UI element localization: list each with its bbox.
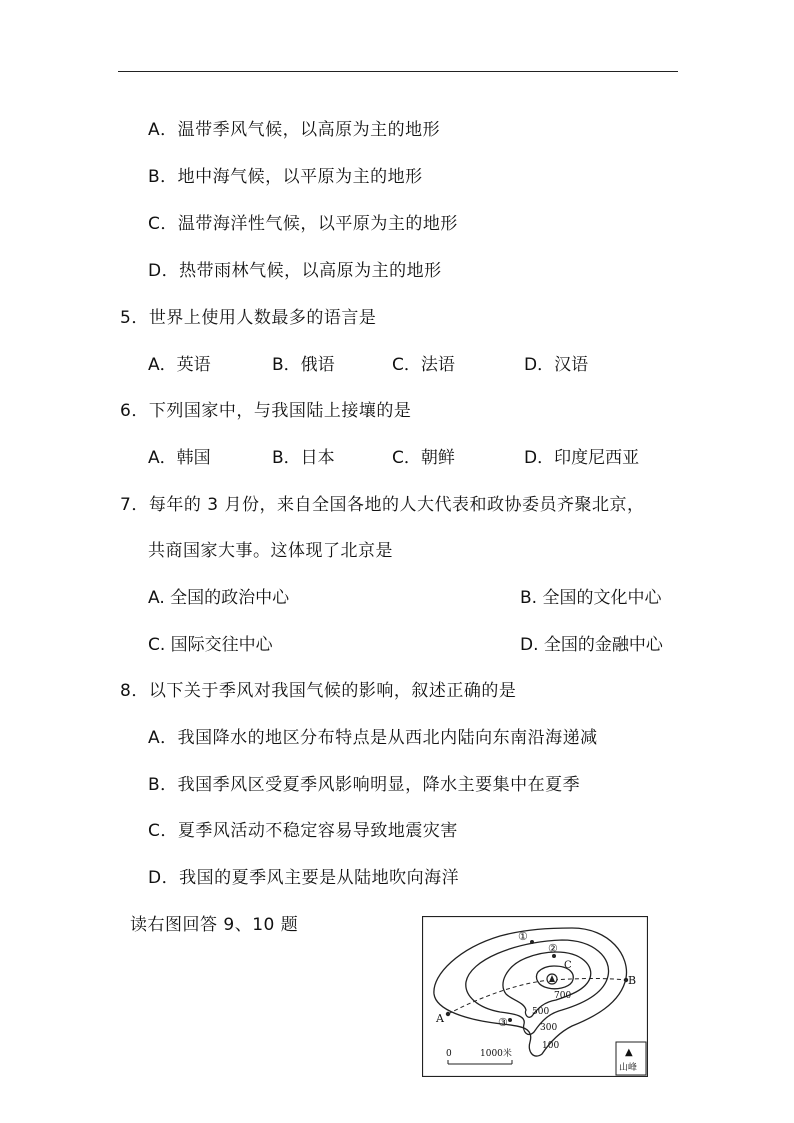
- q8-option-d: D．我国的夏季风主要是从陆地吹向海洋: [148, 868, 460, 888]
- contour-map: [422, 916, 648, 1077]
- contour-label-700: 700: [554, 991, 572, 1001]
- point-b-label: B: [628, 974, 637, 987]
- contour-label-500: 500: [532, 1007, 550, 1017]
- q4-option-b: B．地中海气候，以平原为主的地形: [148, 167, 423, 187]
- contour-label-100: 100: [542, 1041, 560, 1051]
- legend-label: 山峰: [619, 1063, 638, 1073]
- point-a-label: A: [436, 1012, 444, 1025]
- q5-option-b: B．俄语: [272, 355, 335, 375]
- q6-option-b: B．日本: [272, 448, 335, 468]
- q8-option-b: B．我国季风区受夏季风影响明显，降水主要集中在夏季: [148, 775, 581, 795]
- q5-option-c: C．法语: [392, 355, 455, 375]
- q4-option-c: C．温带海洋性气候，以平原为主的地形: [148, 214, 458, 234]
- q5-option-a: A．英语: [148, 355, 211, 375]
- q9-10-intro: 读右图回答 9、10 题: [130, 915, 299, 935]
- q8-option-c: C．夏季风活动不稳定容易导致地震灾害: [148, 821, 458, 841]
- q5-option-d: D．汉语: [524, 355, 589, 375]
- q6-option-c: C．朝鲜: [392, 448, 455, 468]
- point-c-label: C: [564, 960, 572, 971]
- q7-option-d: D. 全国的金融中心: [520, 635, 663, 655]
- header-rule: [118, 71, 678, 72]
- q8-option-a: A．我国降水的地区分布特点是从西北内陆向东南沿海递减: [148, 728, 598, 748]
- scale-label: 1000米: [480, 1049, 512, 1059]
- point-1-label: ①: [518, 930, 528, 943]
- legend-symbol: ▲: [625, 1047, 633, 1058]
- point-3-dot: [508, 1018, 512, 1022]
- q8-stem: 8．以下关于季风对我国气候的影响，叙述正确的是: [120, 681, 517, 701]
- point-a-dot: [446, 1012, 450, 1016]
- q7-option-b: B. 全国的文化中心: [520, 588, 662, 608]
- q6-stem: 6．下列国家中，与我国陆上接壤的是: [120, 401, 412, 421]
- q6-option-a: A．韩国: [148, 448, 211, 468]
- scale-zero: 0: [446, 1049, 452, 1059]
- q4-option-d: D．热带雨林气候，以高原为主的地形: [148, 261, 442, 281]
- q6-option-d: D．印度尼西亚: [524, 448, 640, 468]
- q7-stem-line1: 7．每年的 3 月份，来自全国各地的人大代表和政协委员齐聚北京，: [120, 495, 645, 515]
- point-2-label: ②: [548, 942, 558, 955]
- q7-stem-line2: 共商国家大事。这体现了北京是: [148, 541, 393, 561]
- q4-option-a: A．温带季风气候，以高原为主的地形: [148, 120, 441, 140]
- q5-stem: 5．世界上使用人数最多的语言是: [120, 308, 377, 328]
- map-frame: [423, 917, 648, 1077]
- contour-label-300: 300: [540, 1023, 558, 1033]
- point-1-dot: [530, 940, 534, 944]
- q7-option-c: C. 国际交往中心: [148, 635, 273, 655]
- point-3-label: ③: [498, 1016, 508, 1029]
- q7-option-a: A. 全国的政治中心: [148, 588, 290, 608]
